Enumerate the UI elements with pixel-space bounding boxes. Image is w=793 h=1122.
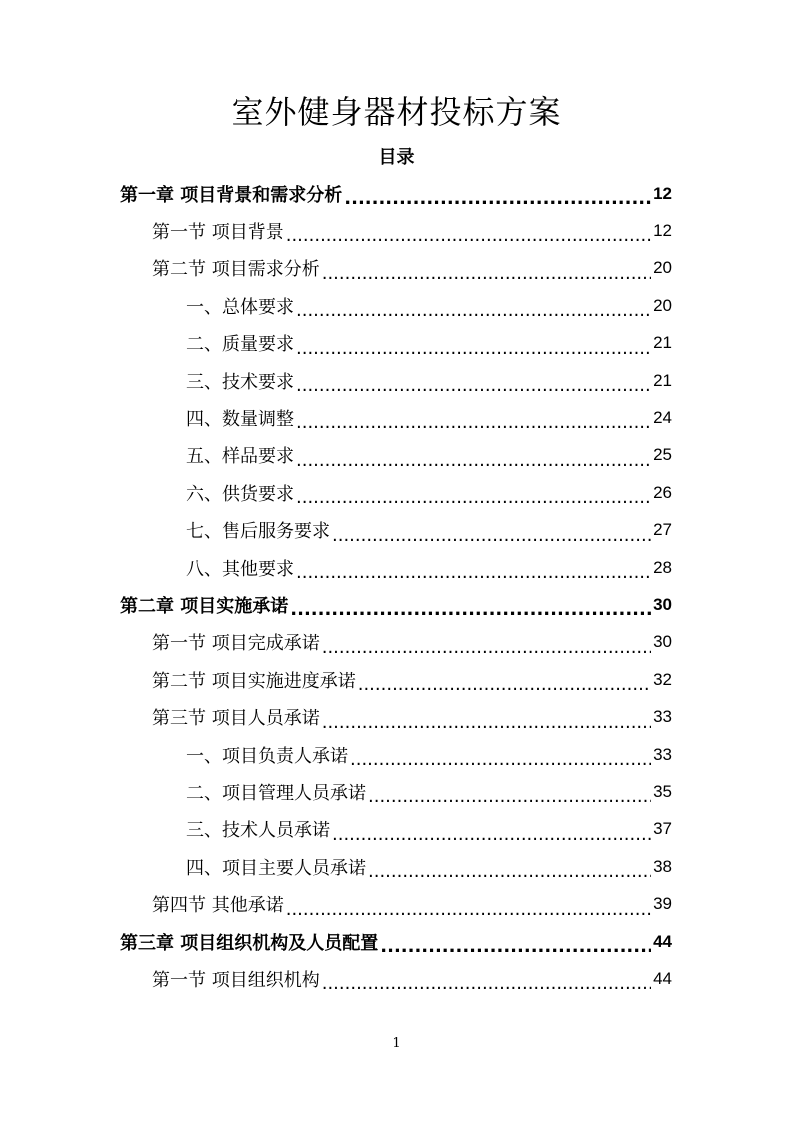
toc-entry[interactable] (186, 848, 672, 885)
toc-entry-label: 二、质量要求 (186, 334, 294, 356)
toc-leader (332, 822, 651, 848)
toc-entry-label: 第三章 项目组织机构及人员配置 (120, 932, 379, 954)
toc-entry-label: 一、总体要求 (186, 296, 294, 318)
toc-heading: 目录 (378, 147, 415, 168)
toc-entry-page: 30 (653, 632, 672, 652)
toc-entry-page: 27 (653, 520, 672, 540)
toc-entry[interactable] (152, 960, 672, 997)
toc-entry-page: 12 (653, 183, 672, 203)
document-title: 室外健身器材投标方案 (231, 93, 562, 131)
toc-leader (296, 448, 651, 474)
toc-leader (322, 710, 651, 736)
toc-entry-page: 21 (653, 370, 672, 390)
toc-entry-page: 28 (653, 557, 672, 577)
toc-entry-label: 第四节 其他承诺 (152, 895, 284, 917)
toc-entry[interactable] (152, 886, 672, 923)
toc-entry[interactable] (120, 923, 672, 960)
toc-entry-page: 26 (653, 482, 672, 502)
toc-entry[interactable] (186, 325, 672, 362)
toc-leader (296, 373, 651, 399)
toc-entry-page: 20 (653, 295, 672, 315)
toc-leader (344, 186, 651, 212)
toc-leader (332, 523, 651, 549)
toc-entry[interactable] (186, 512, 672, 549)
toc-leader (286, 223, 651, 249)
toc-leader (290, 597, 651, 623)
toc-entry[interactable] (152, 250, 672, 287)
toc-leader (296, 410, 651, 436)
toc-leader (322, 971, 651, 997)
toc-entry-label: 六、供货要求 (186, 483, 294, 505)
toc-entry-page: 44 (653, 968, 672, 988)
toc-entry-label: 四、项目主要人员承诺 (186, 857, 366, 879)
toc-leader (322, 261, 651, 287)
toc-leader (368, 784, 651, 810)
toc-entry-page: 12 (653, 220, 672, 240)
toc-entry[interactable] (120, 175, 672, 212)
toc-entry-label: 一、项目负责人承诺 (186, 745, 348, 767)
toc-entry[interactable] (152, 212, 672, 249)
toc-leader (296, 560, 651, 586)
toc-leader (286, 897, 651, 923)
toc-entry[interactable] (186, 549, 672, 586)
toc-entry-page: 44 (653, 931, 672, 951)
toc-leader (296, 298, 651, 324)
toc-leader (322, 635, 651, 661)
toc-entry-label: 第一节 项目背景 (152, 221, 284, 243)
toc-entry-page: 33 (653, 744, 672, 764)
toc-entry[interactable] (186, 736, 672, 773)
toc-entry-page: 24 (653, 407, 672, 427)
toc-entry-page: 21 (653, 333, 672, 353)
toc-entry[interactable] (186, 437, 672, 474)
toc-entry[interactable] (186, 399, 672, 436)
toc-entry-page: 32 (653, 669, 672, 689)
toc-entry-label: 三、技术人员承诺 (186, 820, 330, 842)
toc-entry[interactable] (152, 661, 672, 698)
toc-entry-label: 三、技术要求 (186, 371, 294, 393)
toc-leader (380, 934, 651, 960)
toc-entry-label: 第一章 项目背景和需求分析 (120, 184, 343, 206)
toc-entry-label: 八、其他要求 (186, 558, 294, 580)
toc-entry-page: 25 (653, 445, 672, 465)
toc-entry-page: 20 (653, 258, 672, 278)
page-number: 1 (392, 1036, 401, 1051)
toc-entry[interactable] (186, 811, 672, 848)
toc-entry-label: 第二节 项目需求分析 (152, 259, 320, 281)
toc-entry-page: 33 (653, 707, 672, 727)
toc-entry[interactable] (186, 773, 672, 810)
toc-entry-label: 第三节 项目人员承诺 (152, 708, 320, 730)
toc-leader (296, 336, 651, 362)
toc-entry-page: 30 (653, 594, 672, 614)
toc-entry-label: 第一节 项目完成承诺 (152, 633, 320, 655)
toc-leader (368, 859, 651, 885)
toc-entry-label: 七、售后服务要求 (186, 521, 330, 543)
toc-entry-label: 五、样品要求 (186, 446, 294, 468)
toc-entry-page: 38 (653, 856, 672, 876)
toc-entry[interactable] (186, 362, 672, 399)
toc-entry-label: 四、数量调整 (186, 408, 294, 430)
toc-leader (296, 485, 651, 511)
toc-entry-label: 第一节 项目组织机构 (152, 969, 320, 991)
toc-entry-page: 39 (653, 894, 672, 914)
toc-entry-page: 35 (653, 781, 672, 801)
toc-entry-label: 第二节 项目实施进度承诺 (152, 670, 356, 692)
toc-entry[interactable] (152, 624, 672, 661)
toc-entry-page: 37 (653, 819, 672, 839)
toc-entry[interactable] (186, 474, 672, 511)
toc-entry[interactable] (120, 586, 672, 623)
toc-entry-label: 第二章 项目实施承诺 (120, 595, 289, 617)
toc-leader (358, 672, 651, 698)
toc-entry[interactable] (152, 699, 672, 736)
toc-entry-label: 二、项目管理人员承诺 (186, 782, 366, 804)
toc-entry[interactable] (186, 287, 672, 324)
toc-leader (350, 747, 651, 773)
